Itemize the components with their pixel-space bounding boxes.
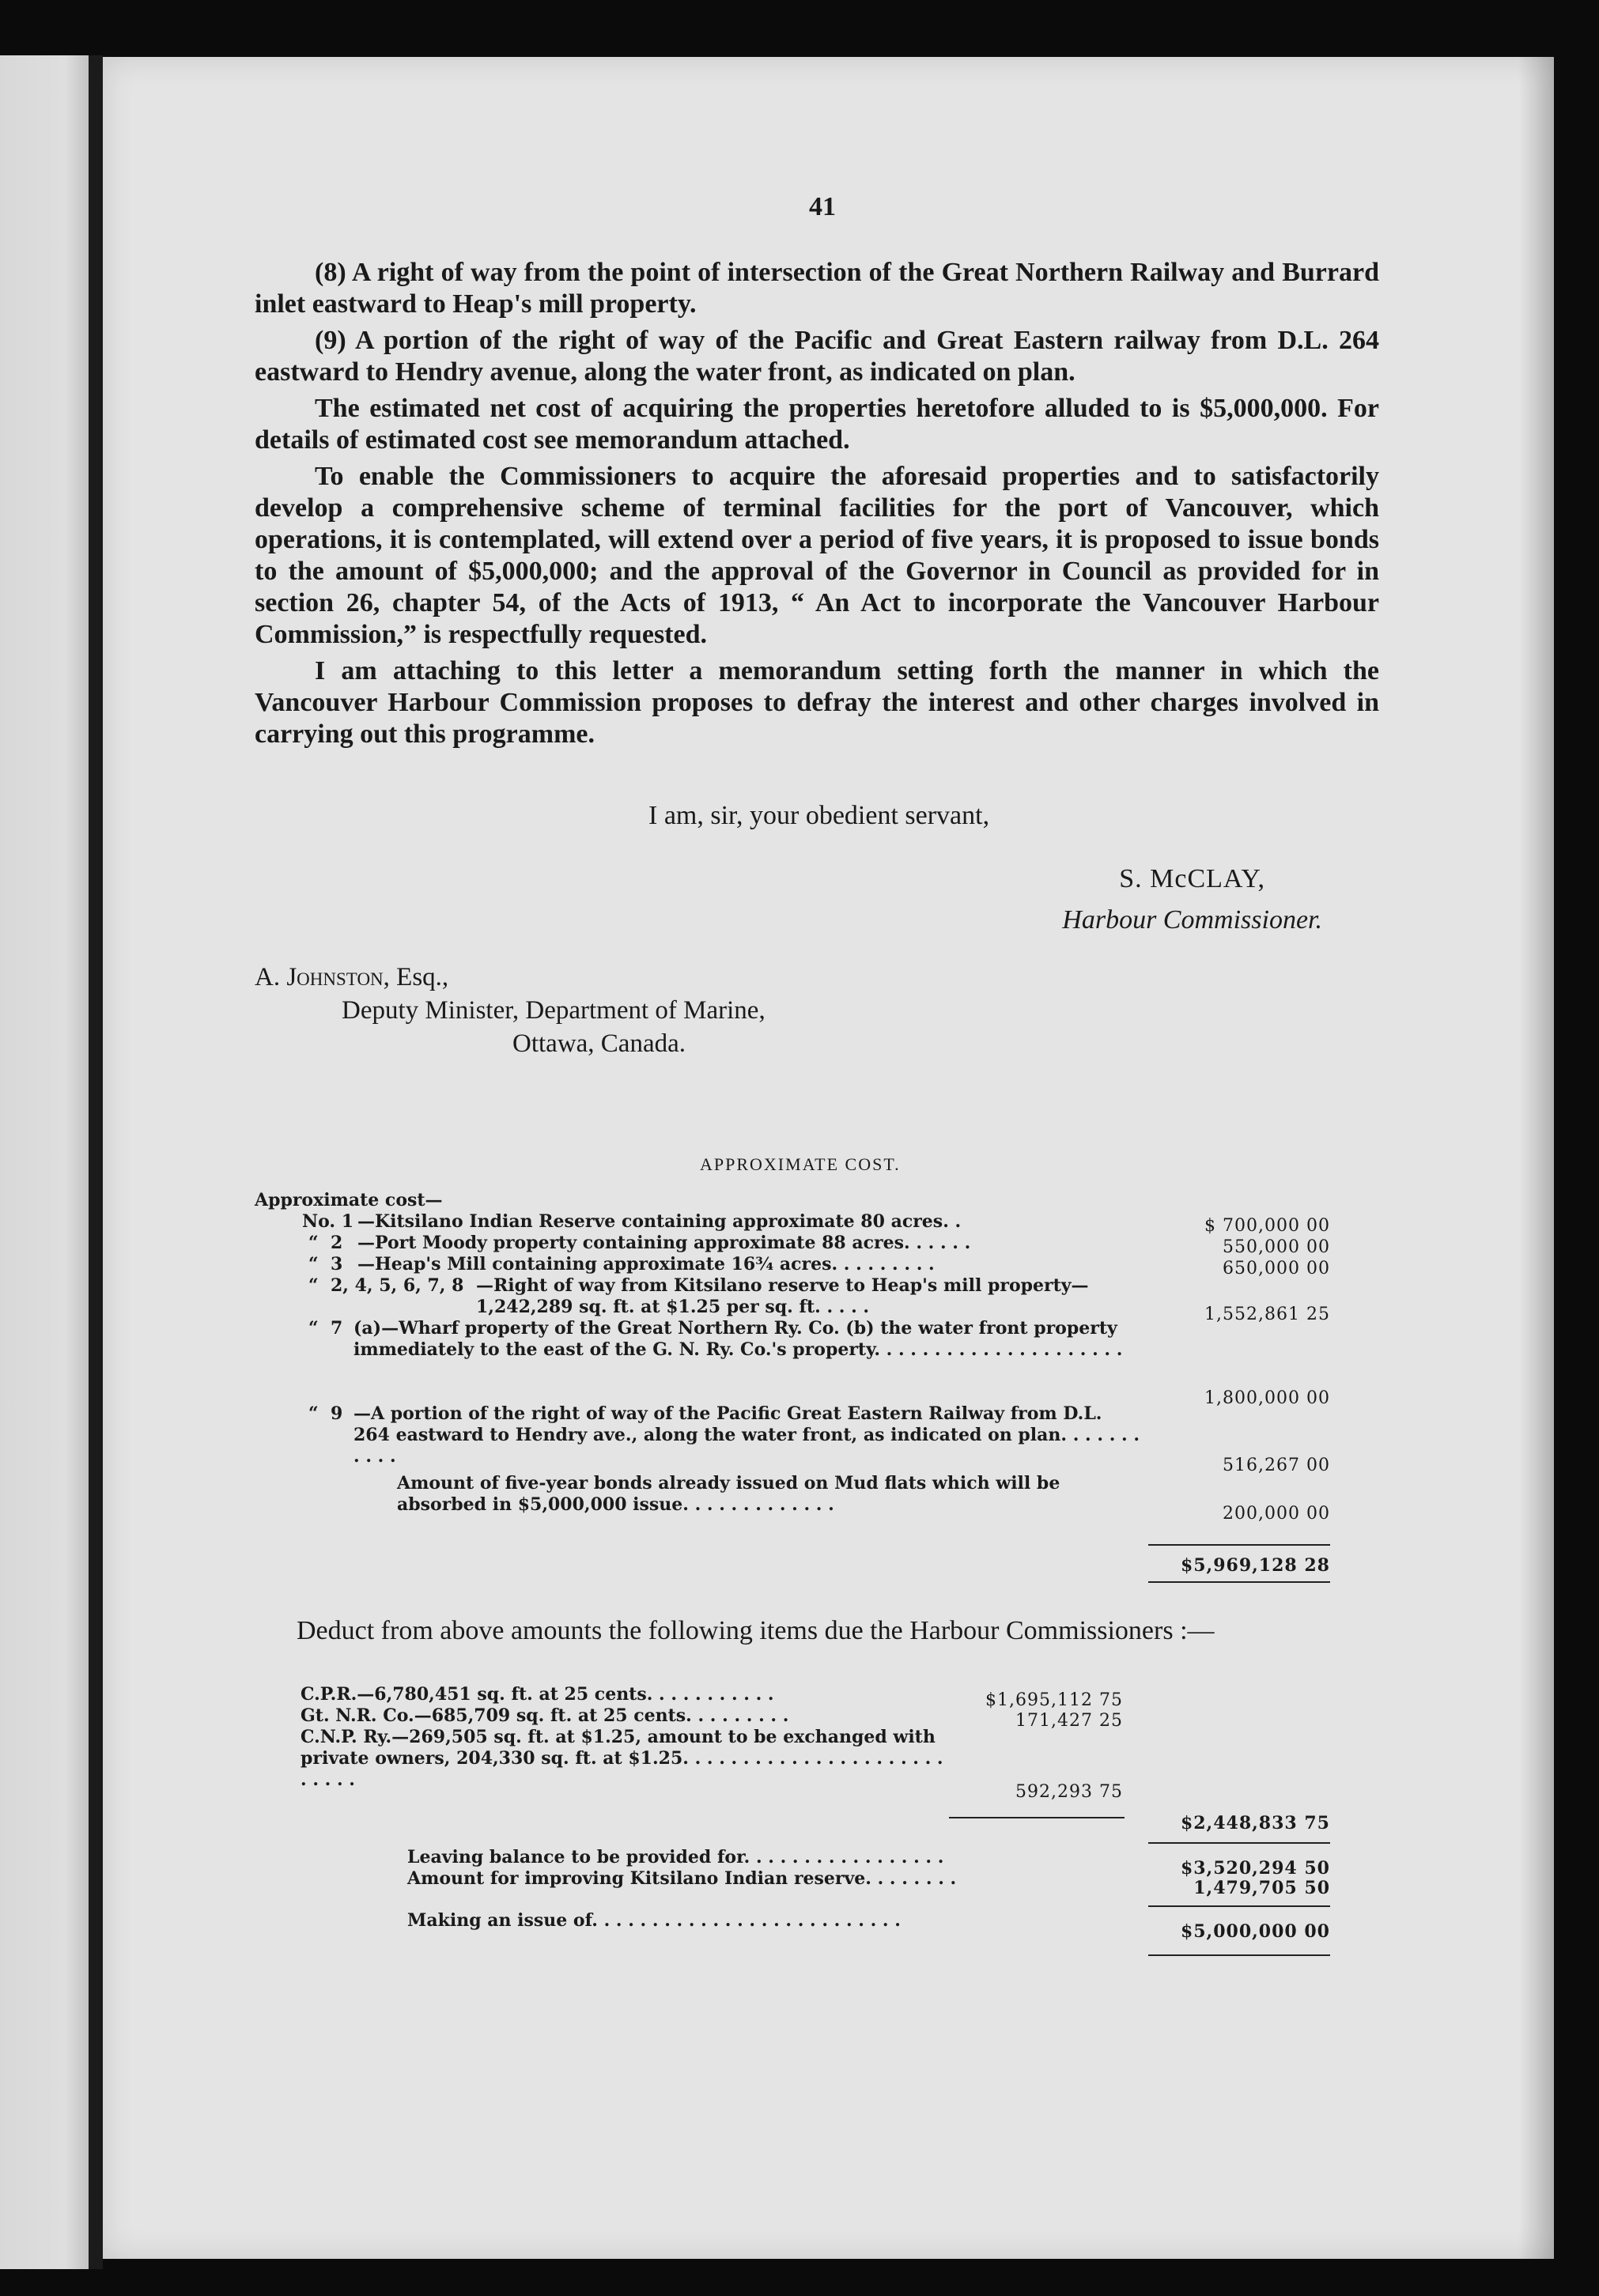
signer-title: Harbour Commissioner. (1062, 905, 1322, 935)
paragraph-item-9: (9) A portion of the right of way of the Pacific and Great Eastern railway from D.L. 264 eastward to Hendry avenue, along the water front, as indicated on plan. (255, 326, 1379, 387)
cost-subtotal-rule (1148, 1544, 1330, 1546)
cost-row (255, 1254, 1330, 1278)
deduct-row-gnr (301, 1705, 949, 1727)
cost-row-label: “ 2, 4, 5, 6, 7, 8 (308, 1275, 464, 1296)
issue-label: Making an issue of. . . . . . . . . . . . . . . . . . . . . . . . . . (407, 1910, 901, 1931)
deduct-subtotal-rule (949, 1817, 1125, 1818)
deduct-row-cnp (301, 1727, 949, 1791)
balance-amount: $3,520,294 50 (1180, 1858, 1330, 1879)
issue-lower-rule (1148, 1954, 1330, 1956)
addressee-suffix: , Esq., (383, 963, 449, 991)
deduct-total: $2,448,833 75 (1180, 1813, 1330, 1833)
cost-row-label: No. 1 (302, 1211, 354, 1232)
addressee-surname: Johnston (286, 963, 384, 991)
cost-row-description: (a)—Wharf property of the Great Northern Ry. Co. (b) the water front property immediately to the east of the G. N. Ry. Co.'s property. . . . . . . . . . . . . . . . . . . . . (353, 1318, 1123, 1360)
paragraph-item-8: (8) A right of way from the point of intersection of the Great Northern Railway and Burrard inlet eastward to Heap's mill property. (255, 258, 1379, 319)
cost-row-label: “ 3 (308, 1254, 343, 1275)
page-number: 41 (809, 192, 836, 221)
cost-row-amount: 200,000 00 (1223, 1504, 1330, 1524)
addressee-name (255, 963, 448, 992)
improving-amount: 1,479,705 50 (1193, 1878, 1330, 1898)
cost-total: $5,969,128 28 (1180, 1555, 1330, 1576)
cost-row-label: “ 2 (308, 1233, 343, 1253)
cost-row-amount: 516,267 00 (1223, 1456, 1330, 1475)
deduct-row-description: C.P.R.—6,780,451 sq. ft. at 25 cents. . . . . . . . . . . (301, 1684, 774, 1705)
cost-row-description: —Port Moody property containing approximate 88 acres. . . . . . (357, 1233, 971, 1253)
cost-row-description: —A portion of the right of way of the Pacific Great Eastern Railway from D.L. 264 eastward to Hendry ave., along the water front, as indicated on plan. . . . . . . . . . . (353, 1403, 1140, 1467)
cost-row-description: —Heap's Mill containing approximate 16¾ acres. . . . . . . . . (357, 1254, 935, 1275)
letter-body (255, 257, 1379, 755)
deduct-row-amount: $1,695,112 75 (985, 1690, 1123, 1710)
deduct-row-amount: 592,293 75 (1015, 1782, 1123, 1802)
closing-salutation: I am, sir, your obedient servant, (648, 801, 990, 830)
deduct-heading: Deduct from above amounts the following items due the Harbour Commissioners :— (297, 1616, 1215, 1645)
issue-amount: $5,000,000 00 (1180, 1921, 1330, 1942)
cost-row (255, 1211, 1330, 1236)
addressee-initial: A. (255, 963, 287, 991)
cost-row (255, 1275, 1330, 1324)
addressee-title: Deputy Minister, Department of Marine, (342, 996, 765, 1025)
cost-row-amount: 1,552,861 25 (1204, 1305, 1330, 1324)
cost-row-description: —Kitsilano Indian Reserve containing approximate 80 acres. . (357, 1211, 962, 1232)
cost-row (255, 1233, 1330, 1257)
cost-intro: Approximate cost— (255, 1190, 443, 1210)
deduct-row-description: Gt. N.R. Co.—685,709 sq. ft. at 25 cents. . . . . . . . . (301, 1705, 789, 1726)
paragraph-memorandum: I am attaching to this letter a memorandum setting forth the manner in which the Vancouver Harbour Commission proposes to defray the interest and other charges involved in carrying out this programme. (255, 656, 1379, 749)
cost-row-amount: $ 700,000 00 (1204, 1216, 1330, 1236)
signer-name: S. McCLAY, (1119, 864, 1265, 893)
cost-row (255, 1403, 1330, 1475)
addressee-place: Ottawa, Canada. (512, 1029, 686, 1058)
facing-page-edge (0, 55, 93, 2269)
page-edge-shadow (1518, 57, 1554, 2259)
paragraph-estimated-cost: The estimated net cost of acquiring the properties heretofore alluded to is $5,000,000. For details of estimated cost see memorandum attached. (255, 394, 1379, 455)
cost-row (255, 1318, 1330, 1408)
cost-row-label: “ 7 (308, 1318, 343, 1339)
book-spine (89, 55, 103, 2269)
paragraph-bond-issue: To enable the Commissioners to acquire the aforesaid properties and to satisfactorily develop a comprehensive scheme of terminal facilities for the port of Vancouver, which operations, it is contemplated, will extend over a period of five years, it is proposed to issue bonds to the amount of $5,000,000; and the approval of the Governor in Council as provided for in section 26, chapter 54, of the Acts of 1913, “ An Act to incorporate the Vancouver Harbour Commission,” is respectfully requested. (255, 462, 1379, 649)
cost-row-description: Amount of five-year bonds already issued on Mud flats which will be absorbed in $5,000,000 issue. . . . . . . . . . . . . (397, 1473, 1060, 1515)
balance-rule (1148, 1842, 1330, 1844)
cost-row (255, 1473, 1330, 1524)
cost-row-amount: 650,000 00 (1223, 1259, 1330, 1278)
cost-row-amount: 550,000 00 (1223, 1237, 1330, 1257)
cost-row-description: —Right of way from Kitsilano reserve to Heap's mill property—1,242,289 sq. ft. at $1.25 per sq. ft. . . . . (476, 1275, 1089, 1317)
balance-label: Leaving balance to be provided for. . . . . . . . . . . . . . . . . (407, 1847, 944, 1867)
cost-total-rule (1148, 1581, 1330, 1583)
cost-row-amount: 1,800,000 00 (1204, 1388, 1330, 1408)
deduct-row-amount: 171,427 25 (1015, 1711, 1123, 1731)
deduct-row-description: C.N.P. Ry.—269,505 sq. ft. at $1.25, amount to be exchanged with private owners, 204,330 sq. ft. at $1.25. . . . . . . . . . . . . . . . . . . . . . . . . . . (301, 1727, 943, 1790)
cost-row-label: “ 9 (308, 1403, 343, 1424)
cost-section-heading: APPROXIMATE COST. (700, 1154, 901, 1174)
improving-label: Amount for improving Kitsilano Indian reserve. . . . . . . . (407, 1868, 957, 1889)
issue-upper-rule (1148, 1905, 1330, 1907)
deduct-row-cpr (301, 1684, 949, 1705)
